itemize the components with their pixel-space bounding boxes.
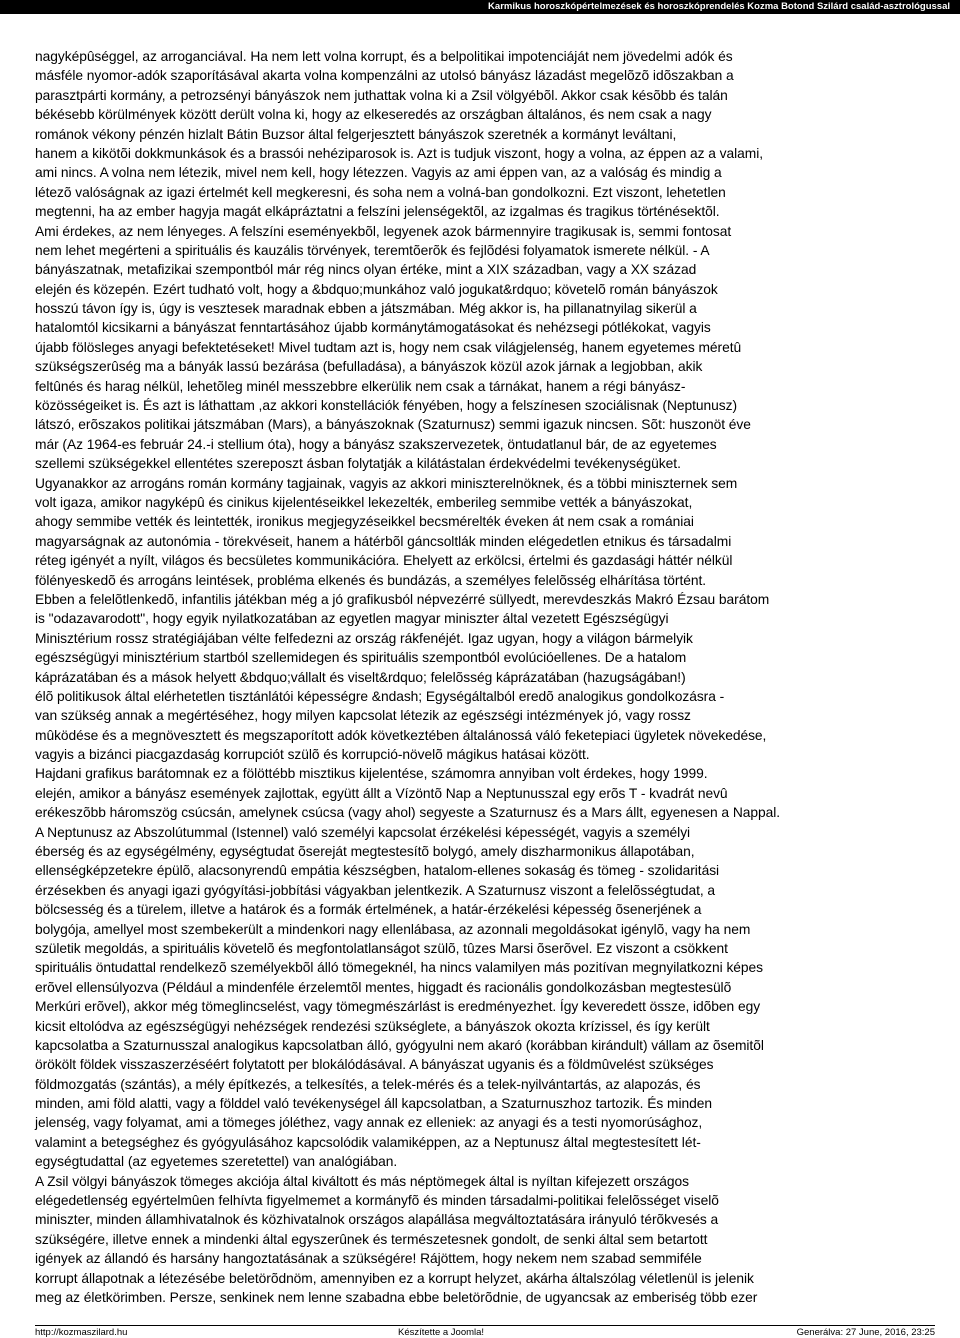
text-line: kicsit eltolódva az egészségügyi nehézségek rendezési szükséglete, a bányászok okozta krízissel, és így került (35, 1018, 710, 1034)
text-line: már (Az 1964-es február 24.-i stellium óta), hogy a bányász szakszervezetek, öntudatlanul bár, de az egyetemes (35, 436, 717, 452)
text-line: örökölt földek visszaszerzéséért folytatott per blokálódásával. A bányászat ugyanis és a földmûvelést szükséges (35, 1057, 714, 1073)
text-line: A Neptunusz az Abszolútummal (Istennel) való személyi kapcsolat érzékelési képességét, vagyis a személyi (35, 824, 691, 840)
text-line: jelenség, vagy folyamat, ami a tömeges jóléthez, vagy annak ez elleniek: az anyagi és a testi nyomorúsághoz, (35, 1115, 703, 1131)
site-title: Karmikus horoszkópértelmezések és horoszkóprendelés Kozma Botond Szilárd család-asztrológussal (488, 1, 950, 12)
text-line: kapcsolatba a Szaturnusszal analogikus kapcsolatban álló, gyógyulni nem akaró (korábban kirándult) vállam az õsemitõl (35, 1037, 764, 1053)
text-line: elégedetlenség egyértelmûen felhívta figyelmemet a kormányfõ és minden társadalmi-politikai felelõsséget viselõ (35, 1193, 719, 1209)
text-line: érzésekben és anyagi igazi gyógyítási-jobbítási vágyakban jelentkezik. A Szaturnusz viszont a felelõsségtudat, a (35, 882, 716, 898)
text-line: is "odazavarodott", hogy egyik nyilatkozatában az egyetlen magyar miniszter által vezetett Egészségügyi (35, 611, 669, 627)
text-line: nagyképûséggel, az arroganciával. Ha nem lett volna korrupt, és a belpolitikai impotenciáját nem jövedelmi adók és (35, 49, 733, 64)
text-line: parasztpárti kormány, a petrozsényi bányászok nem juthattak volna ki a Zsil völgyébõl. Akkor csak késõbb és talán (35, 87, 728, 103)
text-line: korrupt állapotnak a létezésébe beletörõdnöm, amennyiben ez a korrupt helyzet, akárha általszólag véletlenül is jelenik (35, 1270, 754, 1286)
text-line: volt igaza, amikor nagyképû és cinikus kijelentéseikkel lekezelték, emberileg semmibe vették a bányászokat, (35, 494, 693, 510)
text-line: bölcsesség és a türelem, illetve a határok és a formák értelmének, a határ-érzékelési képesség õsenerjének a (35, 902, 702, 918)
text-line: szellemi szükségekkel ellentétes szereposzt ásban folytatják a kilátástalan érdekvédelmi tevékenységüket. (35, 456, 681, 472)
footer-site-link[interactable]: http://kozmaszilard.hu (35, 1327, 128, 1338)
page-header-bar (0, 0, 960, 14)
footer-generated-date: Generálva: 27 June, 2016, 23:25 (796, 1327, 935, 1338)
text-line: földmozgatás (szántás), a mély építkezés, a telkesítés, a telek-mérés és a telek-nyilvántartás, az alapozás, és (35, 1076, 701, 1092)
text-line: ahogy semmibe vették és leintették, ironikus megjegyzéseikkel becsmérelték éveken át nem csak a romániai (35, 514, 694, 530)
text-line: feltûnés és harag nélkül, lehetõleg minél messzebbre elkerülik nem csak a tárnákat, hanem a régi bányász- (35, 378, 686, 394)
text-line: hanem a kikötõi dokkmunkások és a brassói nehéziparosok is. Azt is tudjuk viszont, hogy a volna, az éppen az a valami, (35, 145, 764, 161)
text-line: miniszter, minden államhivatalnok és közhivatalnok országos alapállása megváltoztatására irányuló térõkvesés a (35, 1212, 719, 1228)
text-line: egészségügyi minisztérium startból szellemidegen és spirituális szempontból evolúcióellenes. De a hatalom (35, 650, 687, 666)
text-line: közösségeiket is. És azt is láthattam ,az akkori konstellációk fényében, hogy a felszínesen szociálisnak (Neptunusz) (35, 398, 738, 414)
text-line: elején és közepén. Ezért tudható volt, hogy a &bdquo;munkához való jogukat&rdquo; követelõ román bányászok (35, 281, 718, 297)
text-line: Hajdani grafikus barátomnak ez a fölöttébb misztikus kijelentése, számomra annyiban volt érdekes, hogy 1999. (35, 766, 708, 782)
text-line: létezõ valóságnak az igazi értelmét kell megkeresni, és soha nem a volná-ban gondolkozni. Ezt viszont, lehetetlen (35, 184, 726, 200)
text-line: erékeszõbb háromszög csúcsán, amelynek csúcsa (vagy ahol) segyeste a Szaturnusz és a Mars állt, egyenesen a Nappal. (35, 805, 781, 821)
text-line: újabb fölösleges anyagi befektetéseket! Mivel tudtam azt is, hogy nem csak világjelenség, hanem egyetemes méretû (35, 339, 742, 355)
text-line: egységtudattal (az egyetemes szeretettel) van analógiában. (35, 1154, 398, 1170)
text-line: van szükség annak a megértéséhez, hogy milyen kapcsolat létezik az egészségi intézmények jó, vagy rossz (35, 708, 691, 724)
text-line: spirituális öntudattal rendelkezõ személyekbõl álló tömegeknél, ha nincs valamilyen más pozitívan megnyilatkozni képes (35, 960, 764, 976)
text-line: réteg igényét a nyílt, világos és becsületes kommunikációra. Ehelyett az erkölcsi, értelmi és gazdasági háttér nélkül (35, 553, 733, 569)
text-line: valamint a betegséghez és gyógyulásához kapcsolódik valamiképpen, az a Neptunusz által megtestesített lét- (35, 1134, 701, 1150)
text-line: szükségére, illetve ennek a mindenki által egyszerûnek és természetesnek gondolt, de senki által sem betartott (35, 1231, 708, 1247)
text-line: Minisztérium rossz stratégiájában vélte felfedezni az ország rákfenéjét. Igaz ugyan, hogy a világon bármelyik (35, 630, 693, 646)
text-line: élõ politikusok által elérhetetlen tisztánlátói képességre &ndash; Egységáltalból eredõ analogikus gondolkozásra - (35, 688, 725, 704)
text-line: nem lehet megérteni a spirituális és kauzális törvények, teremtõerõk és fejlõdési folyamatok ismerete nélkül. - A (35, 242, 710, 258)
text-line: születik megoldás, a spirituális követelõ és megfontolatlanságot szülõ, tûzes Marsi õserõvel. Ez viszont a csökkent (35, 940, 728, 956)
text-line: békésebb körülmények között derült volna ki, hogy az elkeseredés az országban általános, és nem csak a nagy (35, 107, 712, 123)
text-line: Ugyanakkor az arrogáns román kormány tagjainak, vagyis az akkori miniszterelnöknek, és a többi miniszternek sem (35, 475, 738, 491)
text-line: magyarságnak az autonómia - törekvéseit, hanem a hátérbõl gáncsoltlák minden elégedetlen etnikus és társadalmi (35, 533, 732, 549)
text-line: erõvel ellensúlyozva (Például a mindenféle érzelemtõl mentes, higgadt és racionális gondolkozásban megtestesülõ (35, 979, 732, 995)
text-line: meg az életkörimben. Persze, senkinek nem lenne szabadna ebbe beletörõdnie, de ugyancsak az emberiség több ezer (35, 1290, 758, 1305)
text-line: másféle nyomor-adók szaporításával akarta volna kompenzálni az utolsó bányász lázadást megelõzõ idõszakban a (35, 68, 734, 84)
text-line: megtenni, ha az ember hagyja magát elkápráztatni a felszíni jelenségektõl, az izgalmas és tragikus történésektõl. (35, 204, 720, 220)
text-line: mûködése és a megnövesztett és megszaporított adók következtében általánossá váló feketepiaci ügyletek növekedése, (35, 727, 767, 743)
text-line: hosszú távon így is, úgy is vesztesek maradnak ebben a játszmában. Még akkor is, ha pillanatnyilag sikerül a (35, 301, 697, 317)
text-line: ellenségképzetekre épülõ, alacsonyrendû empátia készségben, hatalom-ellenes sokaság és tömeg - szolidaritási (35, 863, 720, 879)
text-line: minden, ami föld alatti, vagy a földdel való tevékenységel áll kapcsolatban, a Szaturnuszhoz tartozik. És minden (35, 1096, 712, 1112)
text-line: románok vékony pénzén hizlalt Bátin Buzsor által felgerjesztett bányászok szeretnék a kormányt leváltani, (35, 126, 677, 142)
article-body (35, 47, 935, 1307)
text-line: látszó, erõszakos politikai játszmában (Mars), a bányászoknak (Szaturnusz) semmi igazuk nincsen. Sõt: huszonöt éve (35, 417, 751, 433)
text-line: A Zsil völgyi bányászok tömeges akciója által kiváltott és más néptömegek által is nyíltan kifejezett országos (35, 1173, 690, 1189)
footer-divider (35, 1325, 935, 1326)
text-line: igények az állandó és harsány hangoztatásának a szükségére! Rájöttem, hogy nekem nem szabad semmiféle (35, 1251, 702, 1267)
text-line: Merkúri erõvel), akkor még tömeglincselést, vagy tömegmészárlást is eredményezhet. Így keveredett össze, idõben egy (35, 999, 761, 1015)
text-line: káprázatában és a mások helyett &bdquo;vállalt és viselt&rdquo; felelõsség káprázatában (hazugságában!) (35, 669, 686, 685)
text-line: bolygója, amellyel most szembekerült a mindenkori nagy ellenlábasa, az azonnali megoldásokat igénylõ, vagy ha nem (35, 921, 751, 937)
text-line: elején, amikor a bányász események zajlottak, együtt állt a Vízöntõ Nap a Neptunusszal egy erõs T - kvadrát nevû (35, 785, 728, 801)
footer-credit: Készítette a Joomla! (398, 1327, 485, 1338)
text-line: fölényeskedõ és arrogáns leintések, probléma elkenés és bundázás, a személyes felelõsség elhárítása történt. (35, 572, 707, 588)
text-line: szükségszerûség ma a bányák lassú bezárása (befulladása), a bányászok közül azok járnak a legjobban, akik (35, 359, 703, 375)
text-line: bányászatnak, metafizikai szempontból már rég nincs olyan értéke, mint a XIX században, vagy a XX század (35, 262, 697, 278)
text-line: éberség és az egységélmény, egységtudat õsereját megtestesítõ bolygó, amely diszharmonikus állapotában, (35, 844, 695, 860)
text-line: ami nincs. A volna nem létezik, mivel nem kell, hogy létezzen. Vagyis az ami éppen van, az a valóság és mindig a (35, 165, 722, 181)
text-line: Ami érdekes, az nem lényeges. A felszíni eseményekbõl, legyenek azok bármennyire tragikusak is, semmi fontosat (35, 223, 732, 239)
text-line: Ebben a felelõtlenkedõ, infantilis játékban még a jó grafikusból népvezérré süllyedt, merevdeszkás Makró Ézsau barátom (35, 591, 770, 607)
text-line: hatalomtól kicsikarni a bányászat fenntartásához újabb kormánytámogatásokat és nehézsegi pótlékokat, vagyis (35, 320, 711, 336)
text-line: vagyis a bizánci piacgazdaság korrupciót szülõ és korrupció-növelõ mágikus hatásai között. (35, 747, 590, 763)
